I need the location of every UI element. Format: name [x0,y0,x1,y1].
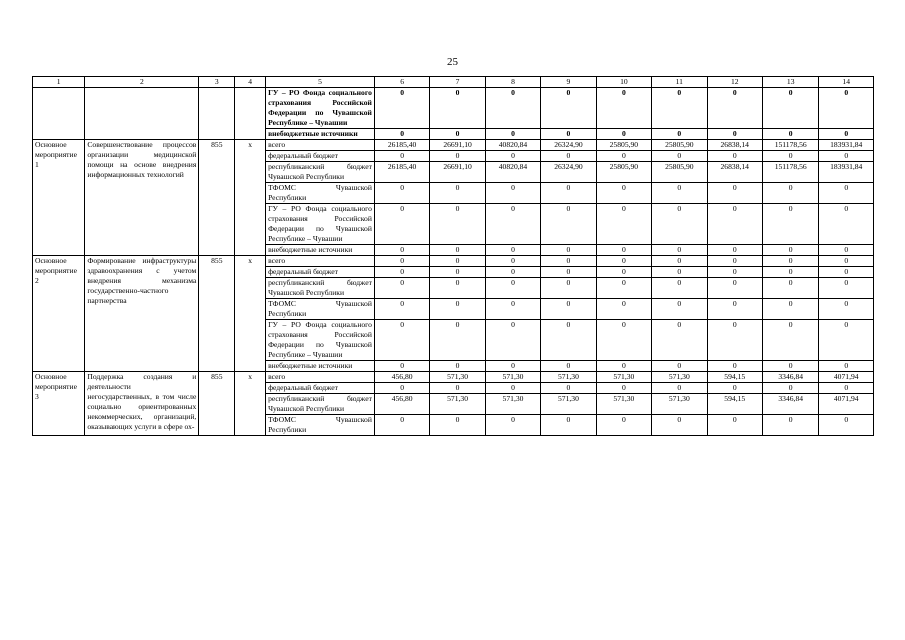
value-cell: 594,15 [707,372,762,383]
value-cell: 0 [707,204,762,245]
empty-cell [199,88,235,140]
value-cell: 26185,40 [374,140,429,151]
table-row [33,372,874,383]
mark-cell: х [235,256,266,372]
value-cell: 0 [485,267,540,278]
value-cell: 0 [596,278,651,299]
value-cell: 0 [762,415,818,436]
header-cell: 3 [199,77,235,88]
value-cell: 0 [819,383,874,394]
value-cell: 0 [819,361,874,372]
value-cell: 0 [541,245,596,256]
value-cell: 0 [762,383,818,394]
value-cell: 0 [541,88,596,129]
value-cell: 0 [430,183,485,204]
header-cell: 11 [652,77,707,88]
header-cell: 2 [85,77,199,88]
value-cell: 0 [485,361,540,372]
value-cell: 0 [430,245,485,256]
empty-cell [85,88,199,140]
value-cell: 0 [541,361,596,372]
value-cell: 0 [541,204,596,245]
empty-cell [235,88,266,140]
value-cell: 0 [596,151,651,162]
value-cell: 0 [430,129,485,140]
value-cell: 0 [430,204,485,245]
value-cell: 0 [819,129,874,140]
funding-source-cell: ГУ – РО Фонда социального страхования Российской Федерации по Чувашской Республике – Чувашии [266,204,375,245]
value-cell: 0 [596,129,651,140]
funding-source-cell: ТФОМС Чувашской Республики [266,299,375,320]
value-cell: 0 [541,299,596,320]
header-cell: 6 [374,77,429,88]
value-cell: 0 [652,383,707,394]
value-cell: 571,30 [652,372,707,383]
value-cell: 0 [762,256,818,267]
value-cell: 0 [374,183,429,204]
value-cell: 456,80 [374,372,429,383]
value-cell: 0 [485,88,540,129]
value-cell: 0 [596,245,651,256]
value-cell: 0 [596,256,651,267]
value-cell: 0 [596,267,651,278]
event-name-cell: Основное мероприятие 2 [33,256,85,372]
value-cell: 0 [374,129,429,140]
value-cell: 0 [819,267,874,278]
mark-cell: х [235,140,266,256]
value-cell: 0 [819,183,874,204]
value-cell: 0 [374,267,429,278]
value-cell: 0 [374,256,429,267]
value-cell: 25805,90 [596,140,651,151]
value-cell: 0 [819,299,874,320]
value-cell: 0 [430,415,485,436]
value-cell: 0 [762,183,818,204]
header-cell: 7 [430,77,485,88]
code-cell: 855 [199,256,235,372]
value-cell: 0 [652,245,707,256]
value-cell: 26691,10 [430,162,485,183]
value-cell: 0 [374,151,429,162]
value-cell: 0 [762,129,818,140]
funding-source-cell: ГУ – РО Фонда социального страхования Российской Федерации по Чувашской Республике – Чувашии [266,88,375,129]
value-cell: 26838,14 [707,162,762,183]
value-cell: 571,30 [430,372,485,383]
value-cell: 0 [485,278,540,299]
value-cell: 0 [430,151,485,162]
funding-source-cell: ТФОМС Чувашской Республики [266,415,375,436]
value-cell: 0 [596,204,651,245]
event-name-cell: Основное мероприятие 3 [33,372,85,436]
value-cell: 0 [430,88,485,129]
value-cell: 40820,84 [485,162,540,183]
value-cell: 26324,90 [541,162,596,183]
value-cell: 0 [707,151,762,162]
value-cell: 0 [430,320,485,361]
header-cell: 13 [762,77,818,88]
header-cell: 1 [33,77,85,88]
value-cell: 0 [707,278,762,299]
value-cell: 0 [374,383,429,394]
event-name-cell: Основное мероприятие 1 [33,140,85,256]
value-cell: 0 [485,245,540,256]
value-cell: 571,30 [596,372,651,383]
value-cell: 0 [707,267,762,278]
header-cell: 10 [596,77,651,88]
value-cell: 0 [485,299,540,320]
value-cell: 571,30 [596,394,651,415]
value-cell: 0 [652,278,707,299]
value-cell: 151178,56 [762,162,818,183]
value-cell: 0 [485,129,540,140]
value-cell: 456,80 [374,394,429,415]
value-cell: 183931,84 [819,140,874,151]
value-cell: 183931,84 [819,162,874,183]
funding-source-cell: внебюджетные источники [266,361,375,372]
value-cell: 0 [430,299,485,320]
value-cell: 0 [430,361,485,372]
value-cell: 4071,94 [819,394,874,415]
value-cell: 25805,90 [652,162,707,183]
table-row [33,140,874,151]
value-cell: 0 [652,204,707,245]
mark-cell: х [235,372,266,436]
value-cell: 0 [541,278,596,299]
value-cell: 571,30 [652,394,707,415]
value-cell: 151178,56 [762,140,818,151]
value-cell: 0 [485,415,540,436]
value-cell: 26324,90 [541,140,596,151]
value-cell: 25805,90 [596,162,651,183]
budget-table [32,76,874,436]
value-cell: 0 [485,256,540,267]
value-cell: 0 [652,299,707,320]
value-cell: 0 [652,256,707,267]
value-cell: 571,30 [541,372,596,383]
value-cell: 571,30 [485,372,540,383]
value-cell: 0 [485,151,540,162]
value-cell: 0 [707,183,762,204]
value-cell: 0 [541,129,596,140]
value-cell: 0 [374,278,429,299]
value-cell: 0 [762,267,818,278]
value-cell: 0 [374,245,429,256]
header-cell: 9 [541,77,596,88]
header-cell: 5 [266,77,375,88]
value-cell: 0 [707,88,762,129]
value-cell: 0 [430,278,485,299]
value-cell: 0 [819,278,874,299]
value-cell: 0 [652,129,707,140]
value-cell: 0 [541,151,596,162]
value-cell: 0 [762,278,818,299]
value-cell: 0 [541,256,596,267]
value-cell: 0 [652,415,707,436]
value-cell: 0 [762,151,818,162]
value-cell: 0 [819,256,874,267]
value-cell: 0 [707,320,762,361]
value-cell: 0 [652,88,707,129]
value-cell: 0 [819,88,874,129]
value-cell: 0 [652,320,707,361]
value-cell: 0 [596,299,651,320]
value-cell: 571,30 [541,394,596,415]
funding-source-cell: республиканский бюджет Чувашской Республики [266,162,375,183]
value-cell: 0 [762,320,818,361]
value-cell: 571,30 [430,394,485,415]
value-cell: 0 [430,256,485,267]
header-cell: 4 [235,77,266,88]
value-cell: 0 [707,299,762,320]
value-cell: 0 [762,88,818,129]
value-cell: 0 [707,383,762,394]
value-cell: 0 [485,383,540,394]
event-description-cell: Совершенствование процессов организации медицинской помощи на основе внедрения информационных технологий [85,140,199,256]
value-cell: 0 [374,320,429,361]
value-cell: 26185,40 [374,162,429,183]
value-cell: 0 [762,204,818,245]
funding-source-cell: ГУ – РО Фонда социального страхования Российской Федерации по Чувашской Республике – Чувашии [266,320,375,361]
value-cell: 594,15 [707,394,762,415]
funding-source-cell: ТФОМС Чувашской Республики [266,183,375,204]
value-cell: 0 [541,415,596,436]
value-cell: 0 [819,204,874,245]
value-cell: 0 [541,183,596,204]
value-cell: 0 [485,320,540,361]
value-cell: 0 [762,245,818,256]
value-cell: 0 [430,383,485,394]
empty-cell [33,88,85,140]
value-cell: 0 [374,415,429,436]
funding-source-cell: федеральный бюджет [266,151,375,162]
value-cell: 25805,90 [652,140,707,151]
value-cell: 0 [541,267,596,278]
value-cell: 0 [596,383,651,394]
value-cell: 4071,94 [819,372,874,383]
value-cell: 0 [596,320,651,361]
value-cell: 0 [652,151,707,162]
funding-source-cell: федеральный бюджет [266,383,375,394]
value-cell: 40820,84 [485,140,540,151]
value-cell: 0 [707,256,762,267]
value-cell: 0 [707,129,762,140]
funding-source-cell: всего [266,140,375,151]
value-cell: 0 [762,299,818,320]
value-cell: 0 [596,88,651,129]
value-cell: 0 [819,320,874,361]
funding-source-cell: внебюджетные источники [266,129,375,140]
table-row [33,256,874,267]
value-cell: 0 [541,383,596,394]
value-cell: 26691,10 [430,140,485,151]
value-cell: 0 [596,183,651,204]
header-cell: 12 [707,77,762,88]
event-description-cell: Формирование инфраструктуры здравоохранения с учетом внедрения механизма государственно-частного партнерства [85,256,199,372]
funding-source-cell: республиканский бюджет Чувашской Республики [266,278,375,299]
value-cell: 0 [485,183,540,204]
value-cell: 0 [819,245,874,256]
value-cell: 0 [596,361,651,372]
value-cell: 0 [707,415,762,436]
value-cell: 0 [707,361,762,372]
value-cell: 0 [652,183,707,204]
value-cell: 0 [707,245,762,256]
funding-source-cell: внебюджетные источники [266,245,375,256]
funding-source-cell: федеральный бюджет [266,267,375,278]
value-cell: 0 [819,415,874,436]
code-cell: 855 [199,372,235,436]
value-cell: 0 [652,267,707,278]
value-cell: 26838,14 [707,140,762,151]
code-cell: 855 [199,140,235,256]
value-cell: 0 [374,204,429,245]
table-row [33,88,874,129]
value-cell: 0 [762,361,818,372]
value-cell: 0 [374,299,429,320]
value-cell: 0 [541,320,596,361]
funding-source-cell: всего [266,372,375,383]
value-cell: 3346,84 [762,372,818,383]
header-cell: 8 [485,77,540,88]
value-cell: 0 [652,361,707,372]
value-cell: 0 [374,361,429,372]
page-number: 25 [447,56,458,68]
header-row [33,77,874,88]
header-cell: 14 [819,77,874,88]
value-cell: 3346,84 [762,394,818,415]
value-cell: 0 [430,267,485,278]
value-cell: 571,30 [485,394,540,415]
value-cell: 0 [596,415,651,436]
funding-source-cell: республиканский бюджет Чувашской Республики [266,394,375,415]
value-cell: 0 [485,204,540,245]
funding-source-cell: всего [266,256,375,267]
value-cell: 0 [819,151,874,162]
event-description-cell: Поддержка создания и деятельности негосударственных, в том числе социально ориентированных некоммерческих, организаций, оказывающих услуги в сфере ох- [85,372,199,436]
value-cell: 0 [374,88,429,129]
